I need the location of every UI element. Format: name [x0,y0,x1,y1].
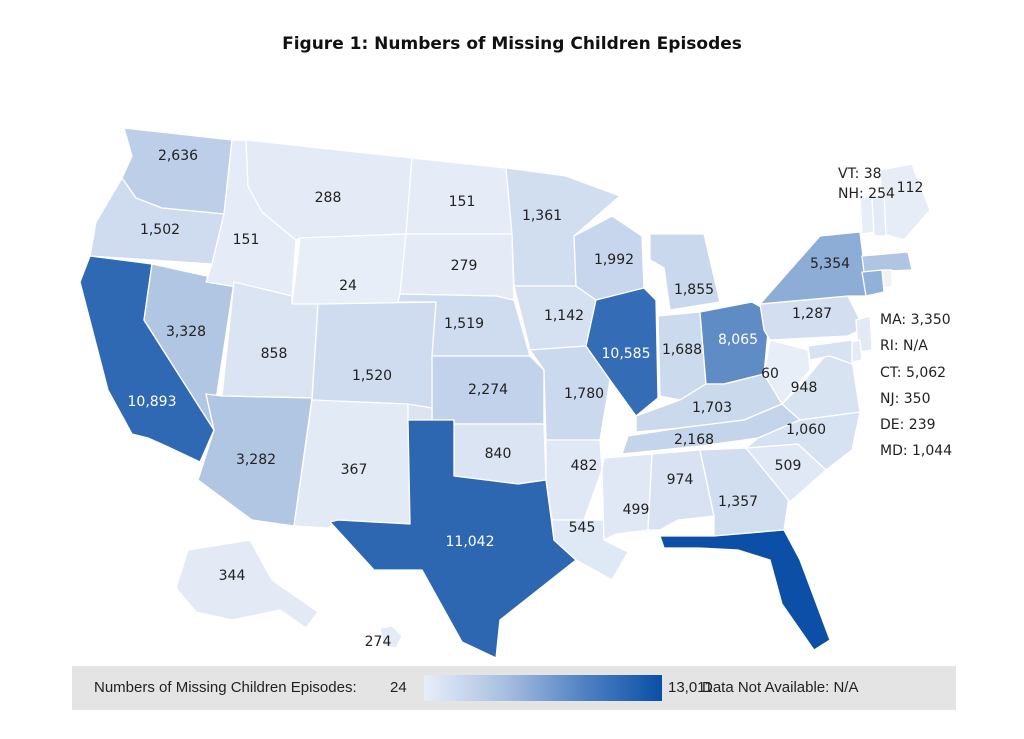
state-label-in: 1,688 [661,342,703,358]
state-me [880,164,930,240]
state-label-ak: 344 [218,568,246,584]
legend-gradient [424,675,662,701]
state-wy [292,234,406,314]
state-label-mn: 1,361 [521,208,563,224]
nj-label: NJ: 350 [880,391,931,407]
state-label-ut: 858 [260,346,288,362]
state-label-me: 112 [896,180,924,196]
state-ma [862,252,912,272]
state-label-fl: 13,011 [823,592,873,608]
state-co [312,302,436,408]
state-label-pa: 1,287 [791,306,833,322]
state-label-oh: 8,065 [717,332,759,348]
state-de [852,340,862,362]
de-label: DE: 239 [880,417,936,433]
state-label-ky: 1,703 [691,400,733,416]
state-label-ny: 5,354 [809,256,851,272]
ri-label: RI: N/A [880,338,928,354]
legend-na: Data Not Available: N/A [702,679,859,696]
state-fl [660,530,830,650]
state-label-ga: 1,357 [717,494,759,510]
state-label-sc: 509 [774,458,802,474]
state-label-ks: 2,274 [467,382,509,398]
state-label-ca: 10,893 [127,394,177,410]
state-label-wv: 60 [761,366,779,382]
state-label-tn: 2,168 [673,432,715,448]
state-label-nc: 1,060 [785,422,827,438]
vt-label: VT: 38 [838,166,882,182]
state-label-ok: 840 [484,446,512,462]
state-mi [650,234,720,310]
state-label-ar: 482 [570,458,598,474]
state-label-tx: 11,042 [445,534,495,550]
state-label-wy: 24 [339,278,357,294]
state-label-co: 1,520 [351,368,393,384]
state-label-il: 10,585 [601,346,651,362]
state-label-or: 1,502 [139,222,181,238]
state-label-nm: 367 [340,462,368,478]
state-label-ms: 499 [622,502,650,518]
state-label-wa: 2,636 [157,148,199,164]
figure-title: Figure 1: Numbers of Missing Children Episodes [282,34,742,54]
state-label-la: 545 [568,520,596,536]
state-label-va: 948 [790,380,818,396]
state-label-mi: 1,855 [673,282,715,298]
state-ak [176,540,318,628]
state-ms [602,454,652,540]
state-label-ia: 1,142 [543,308,585,324]
state-ct [862,270,884,296]
state-label-mo: 1,780 [563,386,605,402]
state-label-nv: 3,328 [165,324,207,340]
nh-label: NH: 254 [838,186,895,202]
state-label-mt: 288 [314,190,342,206]
state-label-sd: 279 [450,258,478,274]
state-label-al: 974 [666,472,694,488]
state-label-nd: 151 [448,194,476,210]
legend-min: 24 [390,679,407,696]
legend-title: Numbers of Missing Children Episodes: [94,679,357,696]
state-label-az: 3,282 [235,452,277,468]
state-label-wi: 1,992 [593,252,635,268]
state-label-ne: 1,519 [443,316,485,332]
ma-label: MA: 3,350 [880,312,951,328]
state-ar [546,440,602,520]
legend-bar [72,666,956,710]
legend-max: 13,011 [668,679,713,696]
state-label-id: 151 [232,232,260,248]
md-label: MD: 1,044 [880,443,953,459]
ct-label: CT: 5,062 [880,365,947,381]
state-label-hi: 274 [364,634,392,650]
